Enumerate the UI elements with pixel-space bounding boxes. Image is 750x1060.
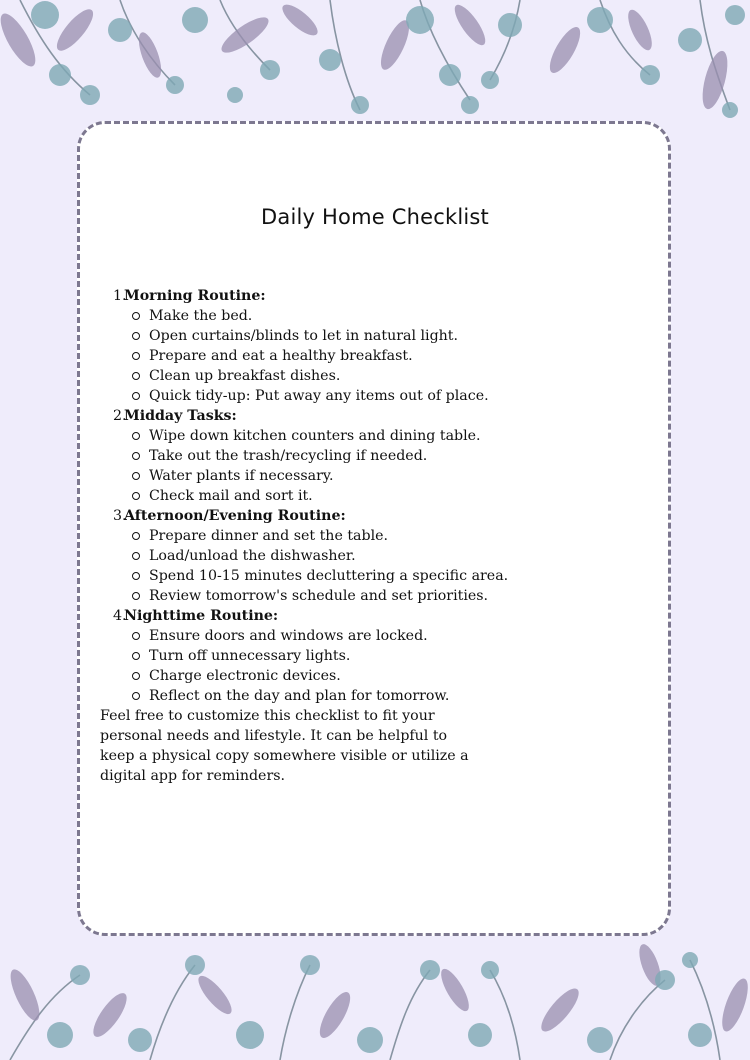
section-midday-tasks [100,406,500,506]
list-item: Clean up breakfast dishes. [100,366,500,386]
footer-note: Feel free to customize this checklist to fit your personal needs and lifestyle. It can be helpful to keep a physical copy somewhere visible or utilize a digital app for reminders. [100,708,469,784]
list-item: Quick tidy-up: Put away any items out of place. [100,386,500,406]
checklist-body [100,286,509,786]
top-foliage-decoration [0,0,750,130]
section-number: 1 . [113,286,127,306]
section-item-list [100,626,500,706]
list-item: Spend 10-15 minutes decluttering a specific area. [100,566,500,586]
list-item: Wipe down kitchen counters and dining table. [100,426,500,446]
bottom-foliage-decoration [0,935,750,1060]
section-heading: Morning Routine: [124,288,266,304]
list-item: Review tomorrow's schedule and set priorities. [100,586,500,606]
list-item: Load/unload the dishwasher. [100,546,500,566]
list-item: Ensure doors and windows are locked. [100,626,500,646]
section-number: 3 . [113,506,127,526]
section-heading: Midday Tasks: [124,408,237,424]
section-number: 4 . [113,606,127,626]
page-title: Daily Home Checklist [261,205,489,229]
section-morning-routine [100,286,500,406]
section-number: 2 . [113,406,127,426]
list-item: Check mail and sort it. [100,486,500,506]
list-item: Prepare dinner and set the table. [100,526,500,546]
section-heading: Afternoon/Evening Routine: [124,508,346,524]
section-nighttime-routine [100,606,500,706]
list-item: Open curtains/blinds to let in natural light. [100,326,500,346]
list-item: Prepare and eat a healthy breakfast. [100,346,500,366]
list-item: Water plants if necessary. [100,466,500,486]
list-item: Turn off unnecessary lights. [100,646,500,666]
section-item-list [100,426,500,506]
section-item-list [100,526,509,606]
list-item: Make the bed. [100,306,500,326]
list-item: Reflect on the day and plan for tomorrow. [100,686,500,706]
list-item: Charge electronic devices. [100,666,500,686]
section-afternoon-evening-routine [100,506,509,606]
section-item-list [100,306,500,406]
list-item: Take out the trash/recycling if needed. [100,446,500,466]
section-heading: Nighttime Routine: [124,608,279,624]
